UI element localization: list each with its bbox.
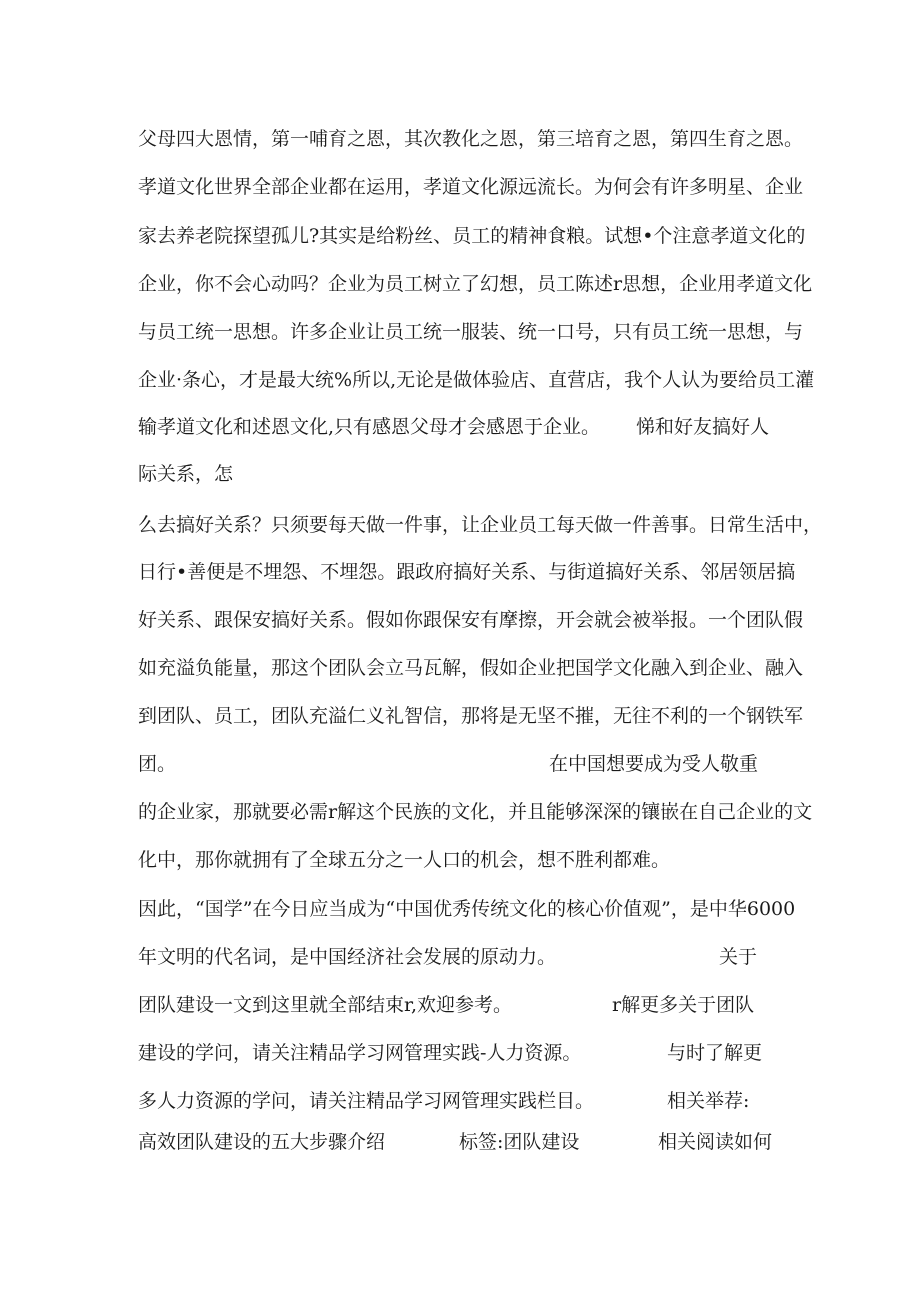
- related-reading-label: 相关阅读如何: [658, 1131, 773, 1153]
- text-line: 际关系，怎: [138, 463, 234, 485]
- text-line: 输孝道文化和述恩文化,只有感恩父母才会感恩于企业。: [138, 416, 601, 438]
- text-line: 与员工统一思想。许多企业让员工统一服装、统一口号，只有员工统一思想，与: [138, 321, 804, 343]
- text-line: 如充溢负能量，那这个团队会立马瓦解，假如企业把国学文化融入到企业、融入: [138, 657, 804, 679]
- text-line: 化中，那你就拥有了全球五分之一人口的机会，想不胜利都难。: [138, 849, 671, 871]
- text-line: 团队建设一文到这里就全部结束r,欢迎参考。: [138, 994, 513, 1016]
- text-line: 父母四大恩情，第一哺育之恩，其次教化之恩，第三培育之恩，第四生育之恩。: [138, 128, 804, 150]
- text-fragment: 关于: [719, 946, 758, 968]
- text-line: 年文明的代名词，是中国经济社会发展的原动力。: [138, 946, 557, 968]
- tag-label: 标签:团队建设: [459, 1131, 580, 1153]
- text-line: 么去搞好关系？只须要每天做一件事，让企业员工每天做一件善事。日常生活中，: [138, 514, 823, 536]
- text-fragment: 在中国想要成为受人敬重: [549, 753, 759, 775]
- text-line: 的企业家，那就要必需r解这个民族的文化，并且能够深深的镶嵌在自己企业的文: [138, 801, 813, 823]
- text-line: 高效团队建设的五大步骤介绍: [138, 1131, 386, 1153]
- text-line: 好关系、跟保安搞好关系。假如你跟保安有摩擦，开会就会被举报。一个团队假: [138, 609, 804, 631]
- text-fragment: 悌和好友搞好人: [636, 416, 770, 438]
- text-fragment: 相关举荐:: [667, 1090, 750, 1112]
- text-line: 日行•善便是不埋怨、不埋怨。跟政府搞好关系、与街道搞好关系、邻居领居搞: [138, 561, 796, 583]
- text-line: 多人力资源的学问，请关注精品学习网管理实践栏目。: [138, 1090, 595, 1112]
- text-line: 家去养老院探望孤儿?其实是给粉丝、员工的精神食粮。试想•个注意孝道文化的: [138, 225, 806, 247]
- text-line: 孝道文化世界全部企业都在运用，孝道文化源远流长。为何会有许多明星、企业: [138, 176, 804, 198]
- text-fragment: 与时了解更: [667, 1042, 763, 1064]
- text-line: 到团队、员工，团队充溢仁义礼智信，那将是无坚不摧，无往不利的一个钢铁军: [138, 705, 804, 727]
- text-line: 建设的学问，请关注精品学习网管理实践-人力资源。: [138, 1042, 582, 1064]
- text-line: 团。: [138, 753, 177, 775]
- text-line: 企业·条心，才是最大统%所以,无论是做体验店、直营店，我个人认为要给员工灌: [138, 369, 815, 391]
- text-line: 企业，你不会心动吗？企业为员工树立了幻想，员工陈述r思想，企业用孝道文化: [138, 273, 813, 295]
- text-fragment: r解更多关于团队: [612, 994, 755, 1016]
- text-line: 因此，“国学”在今日应当成为“中国优秀传统文化的核心价值观”，是中华6000: [138, 898, 796, 920]
